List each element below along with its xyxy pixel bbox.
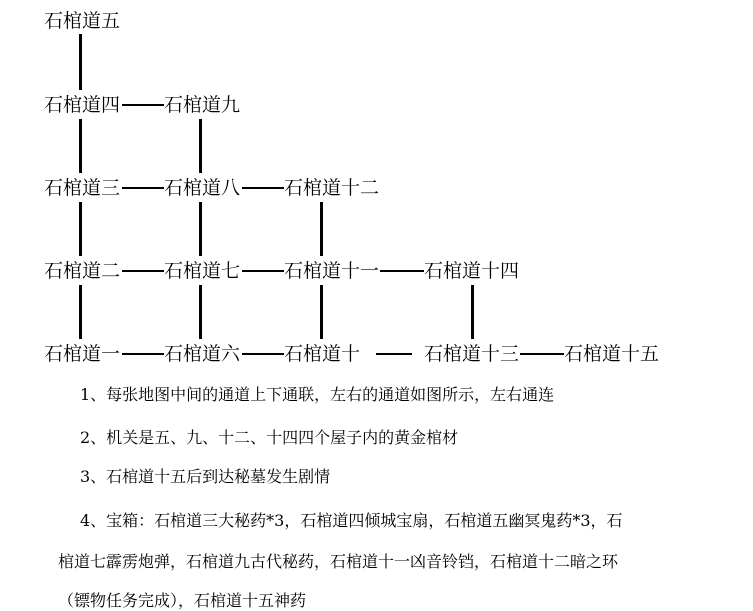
node-shiguan-11: 石棺道十一 <box>284 260 380 282</box>
note-1: 1、每张地图中间的通道上下通联，左右的通道如图所示，左右通连 <box>80 385 555 404</box>
node-shiguan-12: 石棺道十二 <box>284 177 380 199</box>
connector-5-4 <box>79 34 82 90</box>
node-shiguan-3: 石棺道三 <box>44 177 121 199</box>
connector-8-12 <box>242 187 284 189</box>
node-shiguan-6: 石棺道六 <box>164 343 241 365</box>
connector-14-13 <box>471 285 474 339</box>
connector-7-6 <box>199 285 202 339</box>
node-shiguan-5: 石棺道五 <box>44 10 121 32</box>
node-shiguan-13: 石棺道十三 <box>424 343 520 365</box>
node-shiguan-8: 石棺道八 <box>164 177 241 199</box>
connector-3-2 <box>79 202 82 256</box>
connector-9-8 <box>199 119 202 173</box>
node-shiguan-4: 石棺道四 <box>44 94 121 116</box>
note-3: 3、石棺道十五后到达秘墓发生剧情 <box>80 467 331 486</box>
note-4-line-3: （镖物任务完成），石棺道十五神药 <box>58 591 307 610</box>
connector-11-14 <box>380 270 424 272</box>
connector-4-9 <box>122 104 164 106</box>
node-shiguan-9: 石棺道九 <box>164 94 241 116</box>
node-shiguan-10: 石棺道十 <box>284 343 361 365</box>
node-shiguan-15: 石棺道十五 <box>564 343 660 365</box>
node-shiguan-2: 石棺道二 <box>44 260 121 282</box>
note-4-line-1: 4、宝箱：石棺道三大秘药*3，石棺道四倾城宝扇，石棺道五幽冥鬼药*3，石 <box>80 511 623 530</box>
connector-7-11 <box>242 270 284 272</box>
connector-1-6 <box>122 353 164 355</box>
connector-11-10 <box>320 285 323 339</box>
connector-10-13 <box>376 353 412 355</box>
connector-2-1 <box>79 285 82 339</box>
connector-8-7 <box>199 202 202 256</box>
note-2: 2、机关是五、九、十二、十四四个屋子内的黄金棺材 <box>80 428 459 447</box>
connector-6-10 <box>242 353 284 355</box>
note-4-line-2: 棺道七霹雳炮弹，石棺道九古代秘药，石棺道十一凶音铃铛，石棺道十二暗之环 <box>58 552 619 571</box>
connector-13-15 <box>520 353 564 355</box>
connector-4-3 <box>79 119 82 173</box>
connector-12-11 <box>320 202 323 256</box>
node-shiguan-1: 石棺道一 <box>44 343 121 365</box>
connector-2-7 <box>122 270 164 272</box>
node-shiguan-7: 石棺道七 <box>164 260 241 282</box>
node-shiguan-14: 石棺道十四 <box>424 260 520 282</box>
connector-3-8 <box>122 187 164 189</box>
